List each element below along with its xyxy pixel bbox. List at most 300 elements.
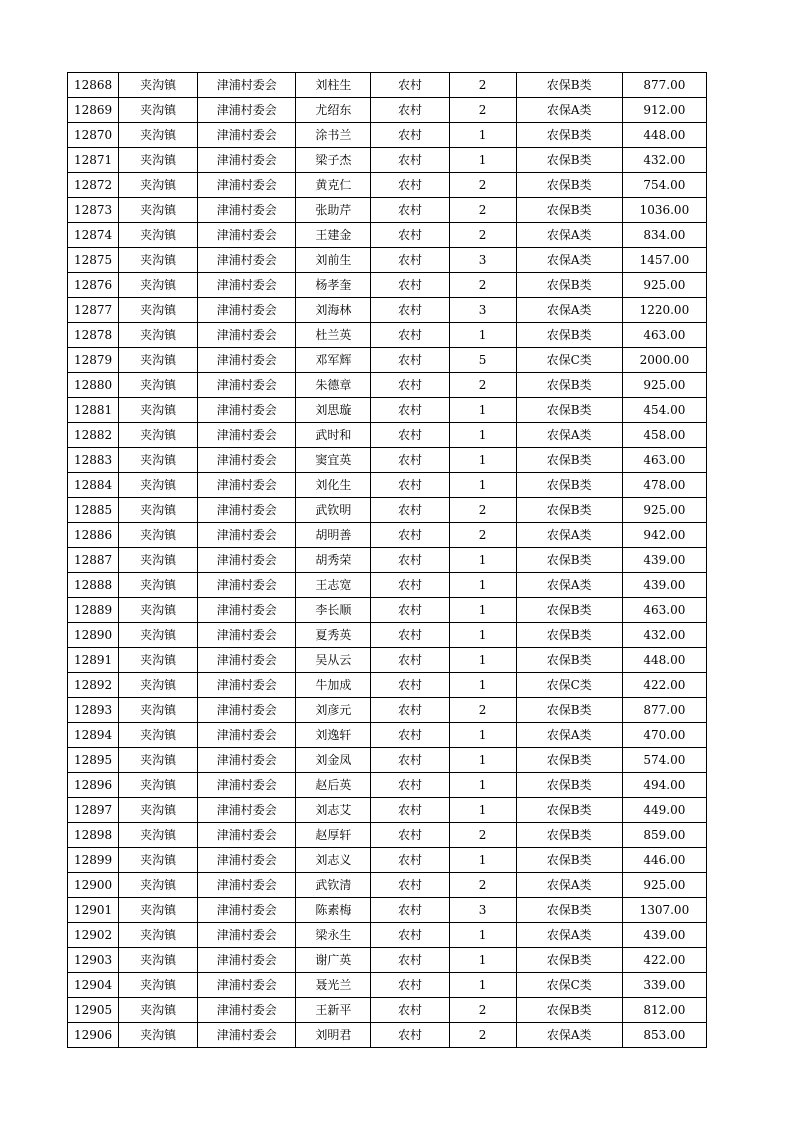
serial-number-cell: 12884 xyxy=(68,473,119,498)
village-committee-cell: 津浦村委会 xyxy=(198,1023,296,1048)
serial-number-cell: 12882 xyxy=(68,423,119,448)
serial-number-cell: 12901 xyxy=(68,898,119,923)
amount-cell: 1036.00 xyxy=(622,198,706,223)
village-committee-cell: 津浦村委会 xyxy=(198,973,296,998)
household-type-cell: 农村 xyxy=(371,98,449,123)
village-committee-cell: 津浦村委会 xyxy=(198,448,296,473)
insurance-category-cell: 农保C类 xyxy=(516,348,622,373)
town-cell: 夹沟镇 xyxy=(119,173,198,198)
household-type-cell: 农村 xyxy=(371,198,449,223)
name-cell: 杜兰英 xyxy=(296,323,371,348)
amount-cell: 448.00 xyxy=(622,123,706,148)
person-count-cell: 2 xyxy=(449,373,516,398)
table-row xyxy=(68,523,707,548)
serial-number-cell: 12870 xyxy=(68,123,119,148)
name-cell: 武时和 xyxy=(296,423,371,448)
insurance-category-cell: 农保A类 xyxy=(516,98,622,123)
amount-cell: 432.00 xyxy=(622,148,706,173)
serial-number-cell: 12881 xyxy=(68,398,119,423)
name-cell: 王新平 xyxy=(296,998,371,1023)
village-committee-cell: 津浦村委会 xyxy=(198,248,296,273)
household-type-cell: 农村 xyxy=(371,173,449,198)
table-row xyxy=(68,673,707,698)
household-type-cell: 农村 xyxy=(371,473,449,498)
table-row xyxy=(68,923,707,948)
table-row xyxy=(68,148,707,173)
person-count-cell: 1 xyxy=(449,398,516,423)
person-count-cell: 1 xyxy=(449,648,516,673)
insurance-category-cell: 农保B类 xyxy=(516,798,622,823)
household-type-cell: 农村 xyxy=(371,698,449,723)
person-count-cell: 1 xyxy=(449,673,516,698)
insurance-category-cell: 农保B类 xyxy=(516,548,622,573)
serial-number-cell: 12883 xyxy=(68,448,119,473)
person-count-cell: 1 xyxy=(449,448,516,473)
town-cell: 夹沟镇 xyxy=(119,923,198,948)
household-type-cell: 农村 xyxy=(371,73,449,98)
town-cell: 夹沟镇 xyxy=(119,423,198,448)
village-committee-cell: 津浦村委会 xyxy=(198,698,296,723)
table-row xyxy=(68,173,707,198)
person-count-cell: 5 xyxy=(449,348,516,373)
amount-cell: 2000.00 xyxy=(622,348,706,373)
table-row xyxy=(68,423,707,448)
serial-number-cell: 12869 xyxy=(68,98,119,123)
name-cell: 王建金 xyxy=(296,223,371,248)
name-cell: 吴从云 xyxy=(296,648,371,673)
serial-number-cell: 12902 xyxy=(68,923,119,948)
amount-cell: 463.00 xyxy=(622,323,706,348)
town-cell: 夹沟镇 xyxy=(119,723,198,748)
table-row xyxy=(68,723,707,748)
amount-cell: 446.00 xyxy=(622,848,706,873)
person-count-cell: 1 xyxy=(449,773,516,798)
amount-cell: 859.00 xyxy=(622,823,706,848)
serial-number-cell: 12872 xyxy=(68,173,119,198)
town-cell: 夹沟镇 xyxy=(119,248,198,273)
household-type-cell: 农村 xyxy=(371,548,449,573)
table-row xyxy=(68,698,707,723)
serial-number-cell: 12906 xyxy=(68,1023,119,1048)
serial-number-cell: 12904 xyxy=(68,973,119,998)
amount-cell: 458.00 xyxy=(622,423,706,448)
table-row xyxy=(68,598,707,623)
household-type-cell: 农村 xyxy=(371,973,449,998)
person-count-cell: 1 xyxy=(449,473,516,498)
amount-cell: 877.00 xyxy=(622,698,706,723)
serial-number-cell: 12875 xyxy=(68,248,119,273)
village-committee-cell: 津浦村委会 xyxy=(198,898,296,923)
person-count-cell: 2 xyxy=(449,273,516,298)
name-cell: 胡明善 xyxy=(296,523,371,548)
town-cell: 夹沟镇 xyxy=(119,748,198,773)
name-cell: 朱德章 xyxy=(296,373,371,398)
table-body xyxy=(68,73,707,1048)
insurance-category-cell: 农保B类 xyxy=(516,498,622,523)
village-committee-cell: 津浦村委会 xyxy=(198,423,296,448)
insurance-category-cell: 农保B类 xyxy=(516,73,622,98)
table-row xyxy=(68,473,707,498)
insurance-category-cell: 农保B类 xyxy=(516,823,622,848)
town-cell: 夹沟镇 xyxy=(119,123,198,148)
household-type-cell: 农村 xyxy=(371,623,449,648)
household-type-cell: 农村 xyxy=(371,1023,449,1048)
town-cell: 夹沟镇 xyxy=(119,773,198,798)
household-type-cell: 农村 xyxy=(371,898,449,923)
amount-cell: 422.00 xyxy=(622,673,706,698)
amount-cell: 439.00 xyxy=(622,548,706,573)
village-committee-cell: 津浦村委会 xyxy=(198,648,296,673)
serial-number-cell: 12900 xyxy=(68,873,119,898)
serial-number-cell: 12868 xyxy=(68,73,119,98)
name-cell: 刘志义 xyxy=(296,848,371,873)
name-cell: 刘思璇 xyxy=(296,398,371,423)
serial-number-cell: 12892 xyxy=(68,673,119,698)
household-type-cell: 农村 xyxy=(371,773,449,798)
person-count-cell: 1 xyxy=(449,948,516,973)
town-cell: 夹沟镇 xyxy=(119,798,198,823)
insurance-category-cell: 农保B类 xyxy=(516,598,622,623)
person-count-cell: 2 xyxy=(449,873,516,898)
person-count-cell: 1 xyxy=(449,323,516,348)
person-count-cell: 2 xyxy=(449,73,516,98)
village-committee-cell: 津浦村委会 xyxy=(198,598,296,623)
name-cell: 刘海林 xyxy=(296,298,371,323)
town-cell: 夹沟镇 xyxy=(119,223,198,248)
village-committee-cell: 津浦村委会 xyxy=(198,998,296,1023)
table-row xyxy=(68,998,707,1023)
person-count-cell: 1 xyxy=(449,973,516,998)
insurance-category-cell: 农保A类 xyxy=(516,923,622,948)
name-cell: 刘志艾 xyxy=(296,798,371,823)
household-type-cell: 农村 xyxy=(371,723,449,748)
town-cell: 夹沟镇 xyxy=(119,498,198,523)
name-cell: 谢广英 xyxy=(296,948,371,973)
name-cell: 赵后英 xyxy=(296,773,371,798)
household-type-cell: 农村 xyxy=(371,423,449,448)
village-committee-cell: 津浦村委会 xyxy=(198,723,296,748)
name-cell: 武钦清 xyxy=(296,873,371,898)
serial-number-cell: 12905 xyxy=(68,998,119,1023)
name-cell: 刘柱生 xyxy=(296,73,371,98)
person-count-cell: 2 xyxy=(449,223,516,248)
town-cell: 夹沟镇 xyxy=(119,998,198,1023)
table-row xyxy=(68,398,707,423)
name-cell: 刘逸轩 xyxy=(296,723,371,748)
person-count-cell: 1 xyxy=(449,423,516,448)
amount-cell: 339.00 xyxy=(622,973,706,998)
amount-cell: 439.00 xyxy=(622,923,706,948)
town-cell: 夹沟镇 xyxy=(119,98,198,123)
name-cell: 涂书兰 xyxy=(296,123,371,148)
amount-cell: 834.00 xyxy=(622,223,706,248)
village-committee-cell: 津浦村委会 xyxy=(198,848,296,873)
table-row xyxy=(68,948,707,973)
insurance-category-cell: 农保B类 xyxy=(516,473,622,498)
person-count-cell: 2 xyxy=(449,823,516,848)
insurance-category-cell: 农保B类 xyxy=(516,998,622,1023)
insurance-category-cell: 农保B类 xyxy=(516,623,622,648)
name-cell: 武钦明 xyxy=(296,498,371,523)
serial-number-cell: 12877 xyxy=(68,298,119,323)
town-cell: 夹沟镇 xyxy=(119,148,198,173)
person-count-cell: 1 xyxy=(449,848,516,873)
household-type-cell: 农村 xyxy=(371,448,449,473)
amount-cell: 925.00 xyxy=(622,373,706,398)
table-row xyxy=(68,223,707,248)
amount-cell: 463.00 xyxy=(622,598,706,623)
village-committee-cell: 津浦村委会 xyxy=(198,623,296,648)
name-cell: 刘明君 xyxy=(296,1023,371,1048)
name-cell: 牛加成 xyxy=(296,673,371,698)
town-cell: 夹沟镇 xyxy=(119,973,198,998)
insurance-category-cell: 农保B类 xyxy=(516,648,622,673)
town-cell: 夹沟镇 xyxy=(119,473,198,498)
insurance-category-cell: 农保B类 xyxy=(516,748,622,773)
table-row xyxy=(68,373,707,398)
table-row xyxy=(68,298,707,323)
person-count-cell: 2 xyxy=(449,1023,516,1048)
amount-cell: 470.00 xyxy=(622,723,706,748)
town-cell: 夹沟镇 xyxy=(119,348,198,373)
village-committee-cell: 津浦村委会 xyxy=(198,498,296,523)
insurance-category-cell: 农保B类 xyxy=(516,173,622,198)
serial-number-cell: 12878 xyxy=(68,323,119,348)
village-committee-cell: 津浦村委会 xyxy=(198,473,296,498)
serial-number-cell: 12899 xyxy=(68,848,119,873)
household-type-cell: 农村 xyxy=(371,798,449,823)
table-row xyxy=(68,623,707,648)
town-cell: 夹沟镇 xyxy=(119,698,198,723)
household-type-cell: 农村 xyxy=(371,498,449,523)
amount-cell: 449.00 xyxy=(622,798,706,823)
town-cell: 夹沟镇 xyxy=(119,273,198,298)
person-count-cell: 1 xyxy=(449,123,516,148)
amount-cell: 853.00 xyxy=(622,1023,706,1048)
serial-number-cell: 12889 xyxy=(68,598,119,623)
person-count-cell: 1 xyxy=(449,798,516,823)
household-type-cell: 农村 xyxy=(371,923,449,948)
household-type-cell: 农村 xyxy=(371,248,449,273)
serial-number-cell: 12895 xyxy=(68,748,119,773)
table-row xyxy=(68,73,707,98)
village-committee-cell: 津浦村委会 xyxy=(198,348,296,373)
amount-cell: 812.00 xyxy=(622,998,706,1023)
household-type-cell: 农村 xyxy=(371,148,449,173)
insurance-category-cell: 农保A类 xyxy=(516,1023,622,1048)
table-row xyxy=(68,123,707,148)
insurance-category-cell: 农保A类 xyxy=(516,223,622,248)
amount-cell: 454.00 xyxy=(622,398,706,423)
insurance-category-cell: 农保B类 xyxy=(516,198,622,223)
name-cell: 刘前生 xyxy=(296,248,371,273)
amount-cell: 448.00 xyxy=(622,648,706,673)
name-cell: 梁子杰 xyxy=(296,148,371,173)
table-row xyxy=(68,898,707,923)
person-count-cell: 2 xyxy=(449,98,516,123)
village-committee-cell: 津浦村委会 xyxy=(198,73,296,98)
household-type-cell: 农村 xyxy=(371,673,449,698)
town-cell: 夹沟镇 xyxy=(119,198,198,223)
village-committee-cell: 津浦村委会 xyxy=(198,298,296,323)
person-count-cell: 2 xyxy=(449,698,516,723)
serial-number-cell: 12873 xyxy=(68,198,119,223)
amount-cell: 754.00 xyxy=(622,173,706,198)
table-row xyxy=(68,973,707,998)
town-cell: 夹沟镇 xyxy=(119,298,198,323)
table-row xyxy=(68,323,707,348)
town-cell: 夹沟镇 xyxy=(119,823,198,848)
household-type-cell: 农村 xyxy=(371,848,449,873)
serial-number-cell: 12896 xyxy=(68,773,119,798)
name-cell: 尤绍东 xyxy=(296,98,371,123)
village-committee-cell: 津浦村委会 xyxy=(198,173,296,198)
town-cell: 夹沟镇 xyxy=(119,948,198,973)
household-type-cell: 农村 xyxy=(371,298,449,323)
insurance-category-cell: 农保A类 xyxy=(516,423,622,448)
name-cell: 胡秀荣 xyxy=(296,548,371,573)
amount-cell: 912.00 xyxy=(622,98,706,123)
town-cell: 夹沟镇 xyxy=(119,73,198,98)
amount-cell: 478.00 xyxy=(622,473,706,498)
village-committee-cell: 津浦村委会 xyxy=(198,923,296,948)
table-row xyxy=(68,848,707,873)
town-cell: 夹沟镇 xyxy=(119,673,198,698)
table-row xyxy=(68,648,707,673)
name-cell: 刘彦元 xyxy=(296,698,371,723)
amount-cell: 439.00 xyxy=(622,573,706,598)
amount-cell: 925.00 xyxy=(622,273,706,298)
insurance-category-cell: 农保B类 xyxy=(516,948,622,973)
name-cell: 邓军辉 xyxy=(296,348,371,373)
village-committee-cell: 津浦村委会 xyxy=(198,873,296,898)
village-committee-cell: 津浦村委会 xyxy=(198,123,296,148)
person-count-cell: 3 xyxy=(449,898,516,923)
table-row xyxy=(68,348,707,373)
amount-cell: 494.00 xyxy=(622,773,706,798)
town-cell: 夹沟镇 xyxy=(119,598,198,623)
name-cell: 赵厚轩 xyxy=(296,823,371,848)
amount-cell: 574.00 xyxy=(622,748,706,773)
household-type-cell: 农村 xyxy=(371,573,449,598)
amount-cell: 432.00 xyxy=(622,623,706,648)
person-count-cell: 1 xyxy=(449,923,516,948)
insurance-category-cell: 农保B类 xyxy=(516,698,622,723)
table-row xyxy=(68,98,707,123)
person-count-cell: 2 xyxy=(449,498,516,523)
table-row xyxy=(68,273,707,298)
person-count-cell: 1 xyxy=(449,623,516,648)
serial-number-cell: 12888 xyxy=(68,573,119,598)
name-cell: 李长顺 xyxy=(296,598,371,623)
village-committee-cell: 津浦村委会 xyxy=(198,548,296,573)
village-committee-cell: 津浦村委会 xyxy=(198,773,296,798)
name-cell: 聂光兰 xyxy=(296,973,371,998)
table-row xyxy=(68,573,707,598)
name-cell: 刘金凤 xyxy=(296,748,371,773)
table-row xyxy=(68,1023,707,1048)
village-committee-cell: 津浦村委会 xyxy=(198,198,296,223)
serial-number-cell: 12879 xyxy=(68,348,119,373)
town-cell: 夹沟镇 xyxy=(119,523,198,548)
village-committee-cell: 津浦村委会 xyxy=(198,948,296,973)
data-table xyxy=(67,72,707,1048)
table-row xyxy=(68,823,707,848)
household-type-cell: 农村 xyxy=(371,598,449,623)
serial-number-cell: 12871 xyxy=(68,148,119,173)
table-row xyxy=(68,548,707,573)
person-count-cell: 2 xyxy=(449,998,516,1023)
table-row xyxy=(68,798,707,823)
person-count-cell: 1 xyxy=(449,573,516,598)
town-cell: 夹沟镇 xyxy=(119,1023,198,1048)
insurance-category-cell: 农保B类 xyxy=(516,398,622,423)
village-committee-cell: 津浦村委会 xyxy=(198,223,296,248)
person-count-cell: 1 xyxy=(449,748,516,773)
table-row xyxy=(68,198,707,223)
household-type-cell: 农村 xyxy=(371,823,449,848)
town-cell: 夹沟镇 xyxy=(119,848,198,873)
village-committee-cell: 津浦村委会 xyxy=(198,273,296,298)
town-cell: 夹沟镇 xyxy=(119,573,198,598)
household-type-cell: 农村 xyxy=(371,948,449,973)
insurance-category-cell: 农保A类 xyxy=(516,573,622,598)
person-count-cell: 1 xyxy=(449,148,516,173)
town-cell: 夹沟镇 xyxy=(119,323,198,348)
name-cell: 窦宜英 xyxy=(296,448,371,473)
insurance-category-cell: 农保B类 xyxy=(516,148,622,173)
household-type-cell: 农村 xyxy=(371,123,449,148)
household-type-cell: 农村 xyxy=(371,273,449,298)
serial-number-cell: 12885 xyxy=(68,498,119,523)
insurance-category-cell: 农保C类 xyxy=(516,673,622,698)
village-committee-cell: 津浦村委会 xyxy=(198,523,296,548)
town-cell: 夹沟镇 xyxy=(119,898,198,923)
amount-cell: 877.00 xyxy=(622,73,706,98)
serial-number-cell: 12903 xyxy=(68,948,119,973)
person-count-cell: 1 xyxy=(449,548,516,573)
household-type-cell: 农村 xyxy=(371,873,449,898)
village-committee-cell: 津浦村委会 xyxy=(198,673,296,698)
person-count-cell: 2 xyxy=(449,173,516,198)
household-type-cell: 农村 xyxy=(371,523,449,548)
village-committee-cell: 津浦村委会 xyxy=(198,573,296,598)
village-committee-cell: 津浦村委会 xyxy=(198,98,296,123)
household-type-cell: 农村 xyxy=(371,748,449,773)
village-committee-cell: 津浦村委会 xyxy=(198,398,296,423)
serial-number-cell: 12898 xyxy=(68,823,119,848)
name-cell: 夏秀英 xyxy=(296,623,371,648)
town-cell: 夹沟镇 xyxy=(119,373,198,398)
serial-number-cell: 12891 xyxy=(68,648,119,673)
town-cell: 夹沟镇 xyxy=(119,448,198,473)
table-row xyxy=(68,498,707,523)
person-count-cell: 1 xyxy=(449,723,516,748)
serial-number-cell: 12886 xyxy=(68,523,119,548)
insurance-category-cell: 农保B类 xyxy=(516,773,622,798)
amount-cell: 925.00 xyxy=(622,498,706,523)
village-committee-cell: 津浦村委会 xyxy=(198,373,296,398)
town-cell: 夹沟镇 xyxy=(119,548,198,573)
insurance-category-cell: 农保A类 xyxy=(516,248,622,273)
table-row xyxy=(68,448,707,473)
insurance-category-cell: 农保B类 xyxy=(516,123,622,148)
village-committee-cell: 津浦村委会 xyxy=(198,323,296,348)
person-count-cell: 2 xyxy=(449,198,516,223)
household-type-cell: 农村 xyxy=(371,373,449,398)
person-count-cell: 3 xyxy=(449,298,516,323)
person-count-cell: 1 xyxy=(449,598,516,623)
